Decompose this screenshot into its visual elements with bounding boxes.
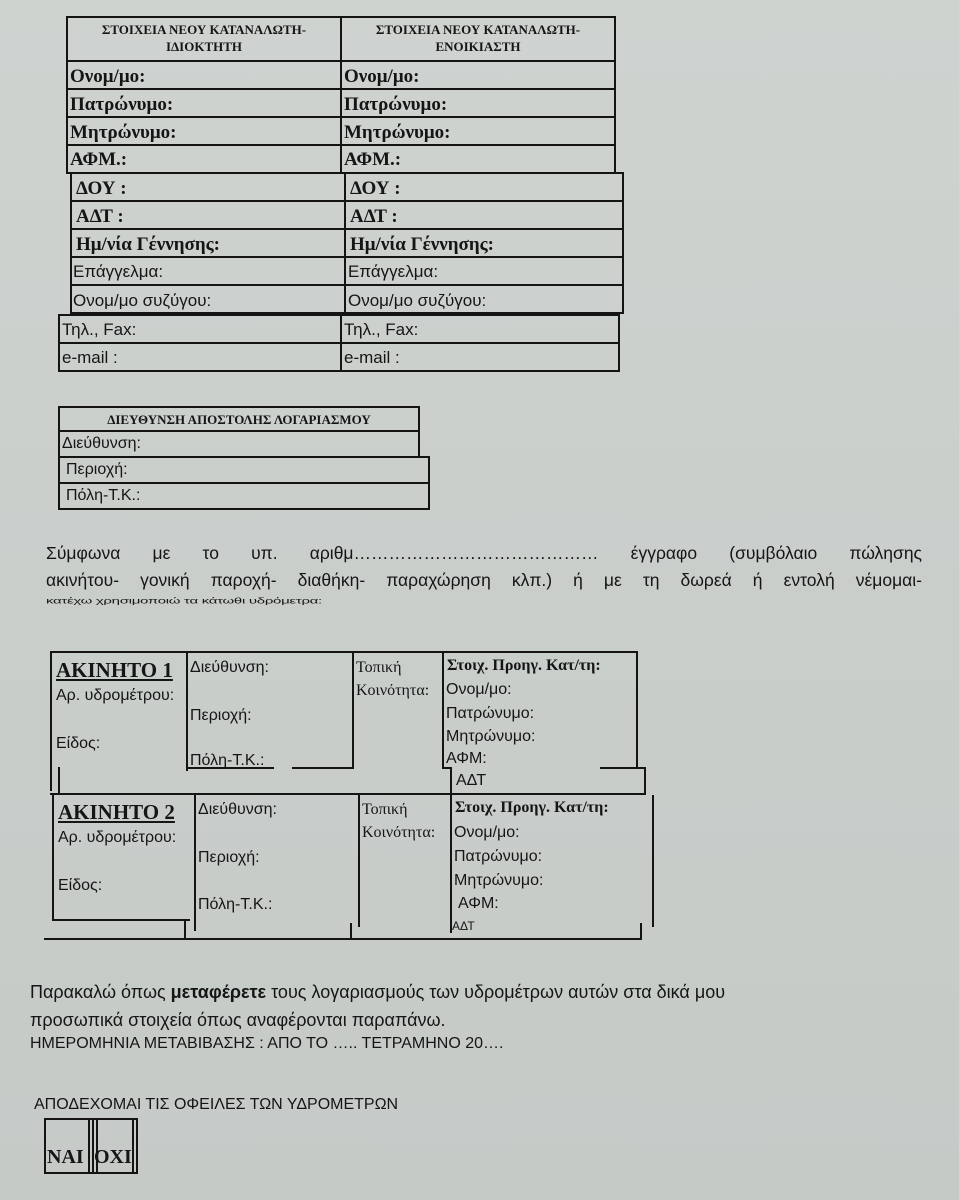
property-2-prev-adt: ΑΔΤ bbox=[452, 919, 475, 933]
owner-name-label: Ονομ/μο: bbox=[70, 66, 146, 87]
property-1-title: ΑΚΙΝΗΤΟ 1 bbox=[56, 658, 173, 682]
property-2-title: ΑΚΙΝΗΤΟ 2 bbox=[58, 800, 175, 824]
owner-adt-label: ΑΔΤ : bbox=[76, 206, 124, 227]
owner-doy-label: ΔΟΥ : bbox=[76, 178, 127, 199]
yes-label: ΝΑΙ bbox=[47, 1146, 84, 1168]
tenant-afm-label: ΑΦΜ.: bbox=[344, 149, 402, 170]
owner-profession-label: Επάγγελμα: bbox=[73, 262, 164, 281]
no-label: ΟΧΙ bbox=[94, 1146, 132, 1168]
property-1-address-label: Διεύθυνση: bbox=[190, 659, 269, 676]
request-line-2: προσωπικά στοιχεία όπως αναφέρονται παραπάνω. bbox=[30, 1010, 446, 1030]
tenant-mother-label: Μητρώνυμο: bbox=[344, 122, 451, 143]
transfer-date-line: ΗΜΕΡΟΜΗΝΙΑ ΜΕΤΑΒΙΒΑΣΗΣ : ΑΠΟ ΤΟ ….. ΤΕΤΡΑΜΗΝΟ 20…. bbox=[30, 1035, 504, 1052]
tenant-spouse-label: Ονομ/μο συζύγου: bbox=[348, 291, 487, 310]
owner-phone-label: Τηλ., Fax: bbox=[62, 320, 137, 339]
request-line-1 bbox=[30, 982, 725, 1003]
owner-header: ΣΤΟΙΧΕΙΑ ΝΕΟΥ ΚΑΤΑΝΑΛΩΤΗ-ΙΔΙΟΚΤΗΤΗ bbox=[101, 22, 307, 54]
tenant-email-label: e-mail : bbox=[344, 348, 400, 367]
property-2-community-label-1: Τοπική bbox=[362, 801, 408, 818]
property-2-area-label: Περιοχή: bbox=[198, 849, 260, 866]
debts-statement: ΑΠΟΔΕΧΟΜΑΙ ΤΙΣ ΟΦΕΙΛΕΣ ΤΩΝ ΥΔΡΟΜΕΤΡΩΝ bbox=[34, 1096, 399, 1113]
tenant-father-label: Πατρώνυμο: bbox=[344, 94, 448, 115]
statement-line-2: ακινήτου- γονική παροχή- διαθήκη- παραχώρηση κλπ.) ή με τη δωρεά ή εντολή νέμομαι- bbox=[46, 570, 922, 590]
billing-header: ΔΙΕΥΘΥΝΣΗ ΑΠΟΣΤΟΛΗΣ ΛΟΓΑΡΙΑΣΜΟΥ bbox=[107, 412, 371, 427]
statement-line-1: Σύμφωνα με το υπ. αριθμ…………………………………… έγγραφο (συμβόλαιο πώλησης bbox=[46, 543, 922, 563]
billing-city-label: Πόλη-Τ.Κ.: bbox=[66, 487, 141, 504]
property-1-meter-label: Αρ. υδρομέτρου: bbox=[56, 687, 175, 704]
request-post: τους λογαριασμούς των υδρομέτρων αυτών στα δικά μου bbox=[266, 982, 726, 1002]
owner-spouse-label: Ονομ/μο συζύγου: bbox=[73, 291, 212, 310]
property-1-prev-father: Πατρώνυμο: bbox=[446, 705, 535, 722]
property-2-city-label: Πόλη-Τ.Κ.: bbox=[198, 896, 273, 913]
tenant-phone-label: Τηλ., Fax: bbox=[344, 320, 419, 339]
statement-line-3: κατέχω χρησιμοποιώ τα κάτωθι υδρόμετρα: bbox=[46, 596, 322, 606]
request-bold: μεταφέρετε bbox=[170, 982, 267, 1002]
property-2-prev-header: Στοιχ. Προηγ. Κατ/τη: bbox=[455, 799, 609, 816]
property-1-area-label: Περιοχή: bbox=[190, 707, 252, 724]
owner-birth-label: Ημ/νία Γέννησης: bbox=[76, 234, 221, 255]
property-2-community-label-2: Κοινότητα: bbox=[362, 824, 436, 841]
property-1-prev-adt: ΑΔΤ bbox=[456, 772, 487, 789]
property-1-prev-header: Στοιχ. Προηγ. Κατ/τη: bbox=[447, 657, 601, 674]
tenant-birth-label: Ημ/νία Γέννησης: bbox=[350, 234, 495, 255]
property-1-prev-afm: ΑΦΜ: bbox=[446, 750, 487, 767]
property-2-meter-label: Αρ. υδρομέτρου: bbox=[58, 829, 177, 846]
tenant-adt-label: ΑΔΤ : bbox=[350, 206, 398, 227]
owner-email-label: e-mail : bbox=[62, 348, 118, 367]
owner-afm-label: ΑΦΜ.: bbox=[70, 149, 128, 170]
tenant-doy-label: ΔΟΥ : bbox=[350, 178, 401, 199]
property-1-type-label: Είδος: bbox=[56, 735, 101, 752]
property-2-prev-mother: Μητρώνυμο: bbox=[454, 872, 544, 889]
owner-mother-label: Μητρώνυμο: bbox=[70, 122, 177, 143]
property-1-city-label: Πόλη-Τ.Κ.: bbox=[190, 752, 265, 769]
tenant-profession-label: Επάγγελμα: bbox=[348, 262, 439, 281]
property-1-community-label-1: Τοπική bbox=[356, 659, 402, 676]
property-2-type-label: Είδος: bbox=[58, 877, 103, 894]
property-1-prev-mother: Μητρώνυμο: bbox=[446, 728, 536, 745]
property-1-community-label-2: Κοινότητα: bbox=[356, 682, 430, 699]
tenant-header: ΣΤΟΙΧΕΙΑ ΝΕΟΥ ΚΑΤΑΝΑΛΩΤΗ-ΕΝΟΙΚΙΑΣΤΗ bbox=[375, 22, 581, 54]
owner-father-label: Πατρώνυμο: bbox=[70, 94, 174, 115]
property-2-prev-name: Ονομ/μο: bbox=[454, 824, 520, 841]
billing-area-label: Περιοχή: bbox=[66, 461, 128, 478]
request-pre: Παρακαλώ όπως bbox=[30, 982, 171, 1002]
property-2-address-label: Διεύθυνση: bbox=[198, 801, 277, 818]
billing-address-label: Διεύθυνση: bbox=[62, 435, 141, 452]
property-2-prev-father: Πατρώνυμο: bbox=[454, 848, 543, 865]
tenant-name-label: Ονομ/μο: bbox=[344, 66, 420, 87]
property-1-prev-name: Ονομ/μο: bbox=[446, 681, 512, 698]
property-2-prev-afm: ΑΦΜ: bbox=[458, 895, 499, 912]
